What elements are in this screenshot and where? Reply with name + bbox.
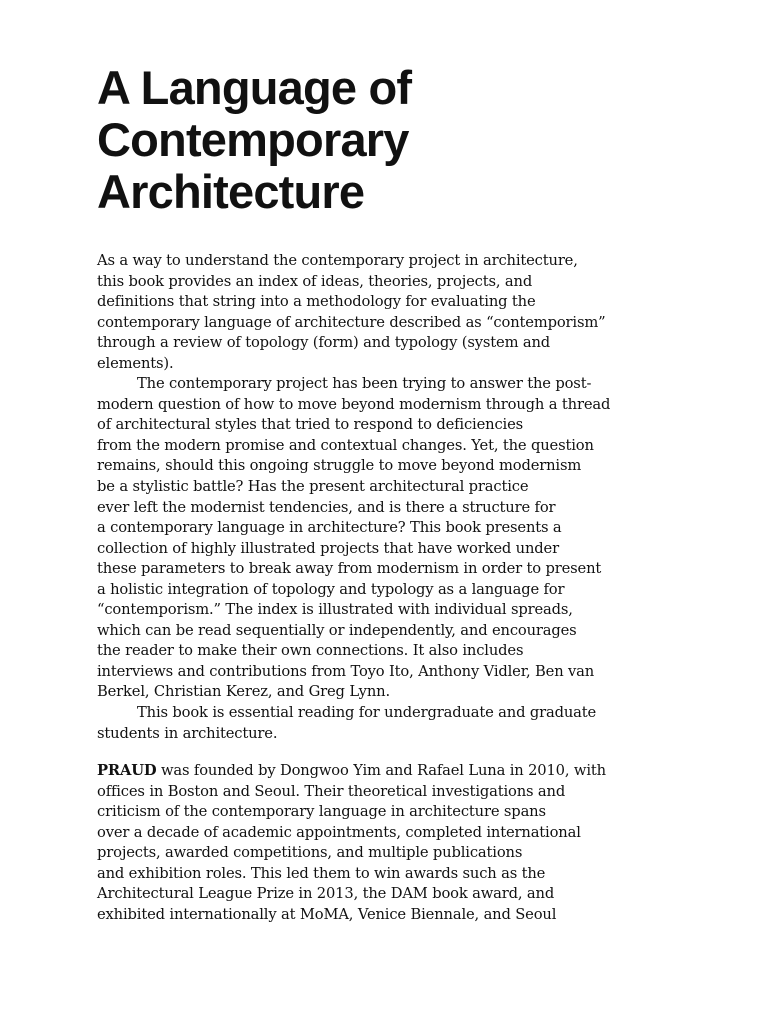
text-line: from the modern promise and contextual changes. Yet, the question (97, 436, 594, 454)
title-line: Architecture (97, 165, 365, 218)
author-name: PRAUD (97, 762, 157, 779)
text-line: and exhibition roles. This led them to win awards such as the (97, 864, 546, 882)
text-line: over a decade of academic appointments, completed international (97, 823, 581, 841)
text-line: The contemporary project has been trying to answer the post- (137, 375, 592, 393)
text-line: As a way to understand the contemporary project in architecture, (97, 252, 578, 269)
text-line: collection of highly illustrated projects that have worked under (97, 539, 559, 557)
text-line: criticism of the contemporary language in architecture spans (97, 803, 546, 821)
text-line: of architectural styles that tried to respond to deficiencies (97, 416, 523, 434)
text-line: projects, awarded competitions, and multiple publications (97, 844, 523, 862)
text-line: This book is essential reading for undergraduate and graduate (137, 704, 597, 722)
title-line: A Language of (97, 61, 412, 114)
text-line: Berkel, Christian Kerez, and Greg Lynn. (97, 683, 390, 701)
text-line: through a review of topology (form) and typology (system and (97, 334, 551, 352)
book-title (97, 62, 657, 218)
bio-text: was founded by Dongwoo Yim and Rafael Luna in 2010, with (156, 762, 606, 779)
text-line: a holistic integration of topology and typology as a language for (97, 580, 565, 598)
text-line: these parameters to break away from modernism in order to present (97, 560, 602, 578)
text-line: offices in Boston and Seoul. Their theoretical investigations and (97, 782, 566, 800)
book-description (97, 251, 657, 744)
text-line: elements). (97, 354, 174, 372)
text-line: a contemporary language in architecture? This book presents a (97, 519, 562, 537)
text-line: “contemporism.” The index is illustrated with individual spreads, (97, 601, 573, 619)
text-line: this book provides an index of ideas, theories, projects, and (97, 272, 533, 290)
title-line: Contemporary (97, 113, 409, 166)
text-line: the reader to make their own connections. It also includes (97, 642, 524, 660)
text-line: modern question of how to move beyond modernism through a thread (97, 395, 611, 413)
text-line: ever left the modernist tendencies, and is there a structure for (97, 498, 556, 516)
text-line: be a stylistic battle? Has the present architectural practice (97, 478, 529, 496)
text-line: students in architecture. (97, 724, 278, 742)
text-line: definitions that string into a methodology for evaluating the (97, 293, 536, 311)
text-line: remains, should this ongoing struggle to move beyond modernism (97, 457, 582, 475)
text-line: interviews and contributions from Toyo Ito, Anthony Vidler, Ben van (97, 662, 595, 680)
book-cover-back (97, 62, 657, 218)
text-line: Architectural League Prize in 2013, the DAM book award, and (97, 885, 555, 903)
text-line: exhibited internationally at MoMA, Venice Biennale, and Seoul (97, 905, 557, 923)
text-line: which can be read sequentially or independently, and encourages (97, 621, 577, 639)
text-line: contemporary language of architecture described as “contemporism” (97, 313, 606, 331)
text-line (97, 761, 657, 782)
author-bio (97, 761, 657, 925)
